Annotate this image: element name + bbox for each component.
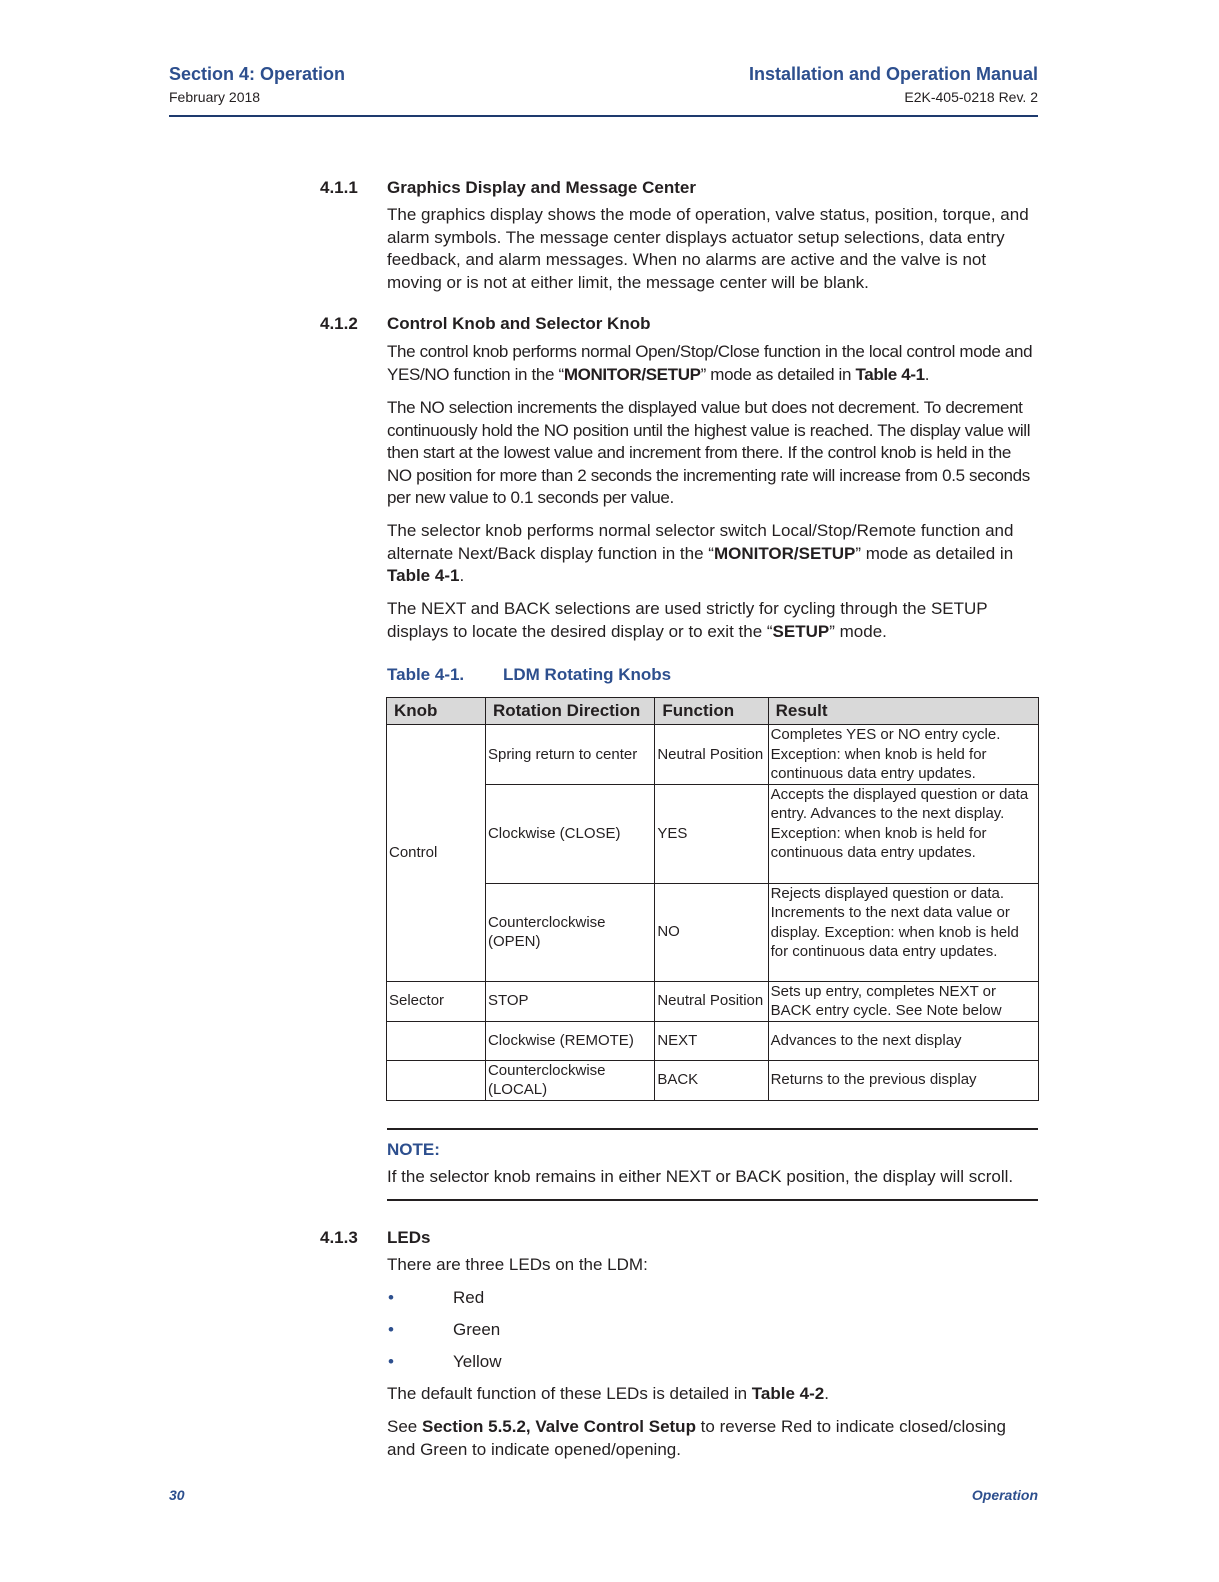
table-cell-rotation: Clockwise (CLOSE) (485, 784, 654, 883)
table-cell-result: Completes YES or NO entry cycle. Exception: when knob is held for continuous data entry updates. (768, 725, 1038, 785)
table-cell-knob (387, 1021, 486, 1060)
section-4-1-3-intro: There are three LEDs on the LDM: (387, 1255, 648, 1274)
table-cell-result: Advances to the next display (768, 1021, 1038, 1060)
header-manual-title: Installation and Operation Manual (748, 64, 1038, 84)
table-header-row (387, 698, 1039, 725)
note-text: If the selector knob remains in either NEXT or BACK position, the display will scroll. (387, 1167, 1014, 1186)
section-4-1-2-paragraph-2: The NO selection increments the displayed value but does not decrement. To decrement continuously hold the NO position until the highest value is reached. The display value will then start at the lowest value and increment from there. If the control knob is held in the NO position for more than 2 seconds the incrementing rate will increase from 0.5 seconds per new value to 0.1 seconds per value. (387, 398, 1031, 507)
section-4-1-3-paragraph-2: See Section 5.5.2, Valve Control Setup to reverse Red to indicate closed/closing and Green to indicate opened/opening. (387, 1417, 1006, 1459)
footer-section: Operation (971, 1487, 1038, 1503)
led-list-item-green: Green (453, 1320, 501, 1339)
table-cell-result: Returns to the previous display (768, 1060, 1038, 1100)
note-rule-top (387, 1128, 1038, 1130)
table-cell-result: Rejects displayed question or data. Increments to the next data value or display. Exception: when knob is held for continuous data entry updates. (768, 883, 1038, 981)
table-cell-result: Accepts the displayed question or data entry. Advances to the next display. Exception: when knob is held for continuous data entry updates. (768, 784, 1038, 883)
section-4-1-3-number: 4.1.3 (320, 1228, 358, 1247)
note-rule-bottom (387, 1199, 1038, 1201)
section-4-1-2-paragraph-3: The selector knob performs normal selector switch Local/Stop/Remote function and alternate Next/Back display function in the “MONITOR/SETUP” mode as detailed in Table 4-1. (387, 521, 1014, 585)
table-caption-number: Table 4-1. (387, 665, 465, 684)
bullet-icon: • (388, 1288, 394, 1307)
table-cell-function: Neutral Position (655, 981, 768, 1021)
header-section-title: Section 4: Operation (169, 64, 346, 84)
table-row (387, 1021, 1039, 1060)
section-4-1-2-paragraph-1: The control knob performs normal Open/Stop/Close function in the local control mode and YES/NO function in the “MONITOR/SETUP” mode as detailed in Table 4-1. (387, 342, 1033, 384)
table-cell-function: NEXT (655, 1021, 768, 1060)
table-header-function: Function (655, 698, 768, 725)
led-list-item-yellow: Yellow (453, 1352, 502, 1371)
table-header-rotation: Rotation Direction (485, 698, 654, 725)
table-cell-function: Neutral Position (655, 725, 768, 785)
table-row (387, 1060, 1039, 1100)
led-list-item-red: Red (453, 1288, 485, 1307)
section-4-1-1-number: 4.1.1 (320, 178, 358, 197)
table-header-result: Result (768, 698, 1038, 725)
section-4-1-2-number: 4.1.2 (320, 314, 358, 333)
table-cell-knob (387, 1060, 486, 1100)
table-cell-result: Sets up entry, completes NEXT or BACK entry cycle. See Note below (768, 981, 1038, 1021)
table-cell-function: BACK (655, 1060, 768, 1100)
header-doc-number: E2K-405-0218 Rev. 2 (904, 89, 1038, 105)
table-cell-rotation: Counterclockwise (LOCAL) (485, 1060, 654, 1100)
table-cell-rotation: STOP (485, 981, 654, 1021)
header-rule (169, 115, 1038, 117)
bullet-icon: • (388, 1352, 394, 1371)
ldm-rotating-knobs-table (386, 697, 1039, 1101)
note-label: NOTE: (387, 1140, 440, 1159)
table-row (387, 981, 1039, 1021)
section-4-1-3-title: LEDs (387, 1228, 431, 1247)
table-cell-rotation: Counterclockwise (OPEN) (485, 883, 654, 981)
table-header-knob: Knob (387, 698, 486, 725)
bullet-icon: • (388, 1320, 394, 1339)
section-4-1-2-title: Control Knob and Selector Knob (387, 314, 651, 333)
footer-page-number: 30 (169, 1487, 185, 1503)
section-4-1-3-paragraph-1: The default function of these LEDs is detailed in Table 4-2. (387, 1384, 829, 1403)
header-date: February 2018 (169, 89, 261, 105)
table-row (387, 725, 1039, 785)
section-4-1-2-paragraph-4: The NEXT and BACK selections are used strictly for cycling through the SETUP displays to locate the desired display or to exit the “SETUP” mode. (387, 599, 988, 641)
table-cell-knob-control: Control (387, 725, 486, 982)
table-cell-function: YES (655, 784, 768, 883)
section-4-1-1-paragraph: The graphics display shows the mode of operation, valve status, position, torque, and alarm symbols. The message center displays actuator setup selections, data entry feedback, and alarm messages. When no alarms are active and the valve is not moving or is not at either limit, the message center will be blank. (387, 205, 1029, 292)
table-cell-knob-selector: Selector (387, 981, 486, 1021)
section-4-1-1-title: Graphics Display and Message Center (387, 178, 696, 197)
table-cell-rotation: Spring return to center (485, 725, 654, 785)
table-cell-function: NO (655, 883, 768, 981)
table-caption-title: LDM Rotating Knobs (503, 665, 672, 684)
table-cell-rotation: Clockwise (REMOTE) (485, 1021, 654, 1060)
